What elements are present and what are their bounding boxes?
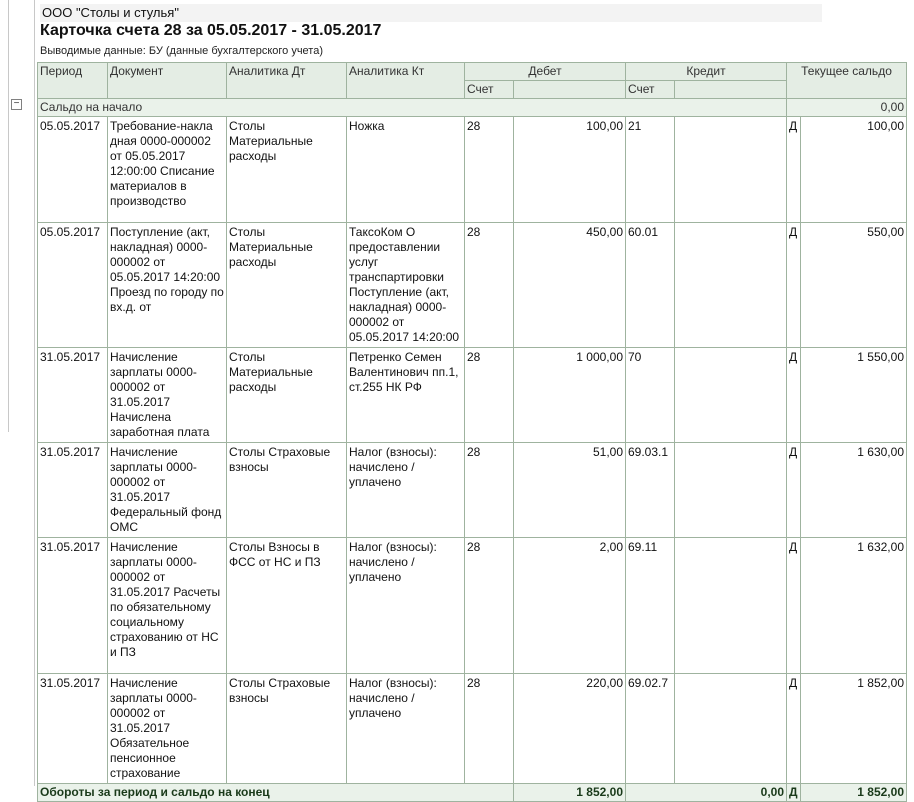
row-balance: 1 550,00 — [801, 348, 907, 443]
row-debit-account: 28 — [465, 117, 514, 223]
row-analytics-kt: Налог (взносы): начислено / уплачено — [347, 443, 465, 538]
col-balance[interactable]: Текущее сальдо — [787, 63, 907, 99]
totals-balance: 1 852,00 — [801, 784, 907, 802]
opening-balance-row[interactable] — [38, 99, 907, 117]
row-credit-account: 70 — [626, 348, 675, 443]
table-row[interactable] — [38, 538, 907, 674]
totals-balance-type: Д — [787, 784, 801, 802]
row-analytics-kt: ТаксоКом О предоставлении услуг транспартировки Поступление (акт, накладная) 0000-000002 от 05.05.2017 14:20:00 — [347, 223, 465, 348]
row-balance-type: Д — [787, 348, 801, 443]
collapse-toggle-icon[interactable]: − — [11, 99, 22, 110]
row-credit-amount — [675, 117, 787, 223]
table-row[interactable] — [38, 674, 907, 784]
row-document: Требование-накла дная 0000-000002 от 05.05.2017 12:00:00 Списание материалов в производство — [108, 117, 227, 223]
row-balance-type: Д — [787, 443, 801, 538]
row-debit-account: 28 — [465, 223, 514, 348]
row-credit-amount — [675, 674, 787, 784]
row-balance: 1 852,00 — [801, 674, 907, 784]
row-analytics-dt: Столы Материальные расходы — [227, 223, 347, 348]
row-credit-account: 69.11 — [626, 538, 675, 674]
row-analytics-kt: Налог (взносы): начислено / уплачено — [347, 674, 465, 784]
row-credit-account: 60.01 — [626, 223, 675, 348]
row-document: Начисление зарплаты 0000-000002 от 31.05.2017 Обязательное пенсионное страхование — [108, 674, 227, 784]
table-row[interactable] — [38, 117, 907, 223]
output-settings — [40, 45, 323, 57]
col-analytics-dt[interactable]: Аналитика Дт — [227, 63, 347, 99]
row-analytics-kt: Петренко Семен Валентинович пп.1, ст.255 НК РФ — [347, 348, 465, 443]
row-analytics-kt: Ножка — [347, 117, 465, 223]
output-value: БУ (данные бухгалтерского учета) — [148, 45, 324, 57]
row-analytics-dt: Столы Материальные расходы — [227, 348, 347, 443]
tree-line — [8, 0, 9, 432]
row-balance-type: Д — [787, 117, 801, 223]
row-period: 31.05.2017 — [38, 674, 108, 784]
row-credit-account: 69.03.1 — [626, 443, 675, 538]
row-debit-account: 28 — [465, 674, 514, 784]
row-balance-type: Д — [787, 223, 801, 348]
row-balance-type: Д — [787, 538, 801, 674]
row-debit-amount: 220,00 — [514, 674, 626, 784]
row-credit-amount — [675, 223, 787, 348]
row-period: 05.05.2017 — [38, 117, 108, 223]
opening-label: Сальдо на начало — [38, 99, 787, 117]
table-row[interactable] — [38, 348, 907, 443]
row-debit-account: 28 — [465, 538, 514, 674]
totals-debit: 1 852,00 — [514, 784, 626, 802]
opening-value: 0,00 — [787, 99, 907, 117]
row-debit-amount: 450,00 — [514, 223, 626, 348]
row-credit-amount — [675, 348, 787, 443]
row-analytics-dt: Столы Страховые взносы — [227, 443, 347, 538]
row-document: Начисление зарплаты 0000-000002 от 31.05.2017 Федеральный фонд ОМС — [108, 443, 227, 538]
row-period: 31.05.2017 — [38, 443, 108, 538]
col-credit[interactable]: Кредит — [626, 63, 787, 81]
row-debit-amount: 100,00 — [514, 117, 626, 223]
account-card-table — [37, 62, 907, 802]
row-credit-amount — [675, 538, 787, 674]
row-period: 05.05.2017 — [38, 223, 108, 348]
table-row[interactable] — [38, 443, 907, 538]
gutter-border — [34, 0, 35, 786]
totals-row[interactable] — [38, 784, 907, 802]
row-balance: 1 630,00 — [801, 443, 907, 538]
totals-label: Обороты за период и сальдо на конец — [38, 784, 514, 802]
row-analytics-dt: Столы Материальные расходы — [227, 117, 347, 223]
row-debit-account: 28 — [465, 443, 514, 538]
table-row[interactable] — [38, 223, 907, 348]
output-label: Выводимые данные: — [40, 45, 146, 57]
row-debit-amount: 1 000,00 — [514, 348, 626, 443]
col-debit-amount — [514, 81, 626, 99]
col-document[interactable]: Документ — [108, 63, 227, 99]
col-period[interactable]: Период — [38, 63, 108, 99]
row-debit-amount: 2,00 — [514, 538, 626, 674]
row-balance: 1 632,00 — [801, 538, 907, 674]
row-document: Начисление зарплаты 0000-000002 от 31.05.2017 Начислена заработная плата — [108, 348, 227, 443]
row-analytics-kt: Налог (взносы): начислено / уплачено — [347, 538, 465, 674]
company-name: ООО "Столы и стулья" — [40, 4, 822, 22]
row-balance: 100,00 — [801, 117, 907, 223]
report-title: Карточка счета 28 за 05.05.2017 - 31.05.2017 — [40, 22, 382, 39]
row-debit-account: 28 — [465, 348, 514, 443]
totals-credit: 0,00 — [626, 784, 787, 802]
row-period: 31.05.2017 — [38, 538, 108, 674]
row-period: 31.05.2017 — [38, 348, 108, 443]
row-balance-type: Д — [787, 674, 801, 784]
col-credit-amount — [675, 81, 787, 99]
col-debit-account[interactable]: Счет — [465, 81, 514, 99]
row-credit-amount — [675, 443, 787, 538]
tree-gutter — [0, 0, 34, 786]
row-balance: 550,00 — [801, 223, 907, 348]
row-credit-account: 69.02.7 — [626, 674, 675, 784]
col-debit[interactable]: Дебет — [465, 63, 626, 81]
row-analytics-dt: Столы Страховые взносы — [227, 674, 347, 784]
col-credit-account[interactable]: Счет — [626, 81, 675, 99]
row-credit-account: 21 — [626, 117, 675, 223]
row-analytics-dt: Столы Взносы в ФСС от НС и ПЗ — [227, 538, 347, 674]
row-document: Начисление зарплаты 0000-000002 от 31.05.2017 Расчеты по обязательному социальному страхованию от НС и ПЗ — [108, 538, 227, 674]
row-debit-amount: 51,00 — [514, 443, 626, 538]
col-analytics-kt[interactable]: Аналитика Кт — [347, 63, 465, 99]
row-document: Поступление (акт, накладная) 0000-000002 от 05.05.2017 14:20:00 Проезд по городу по вх.д. от — [108, 223, 227, 348]
